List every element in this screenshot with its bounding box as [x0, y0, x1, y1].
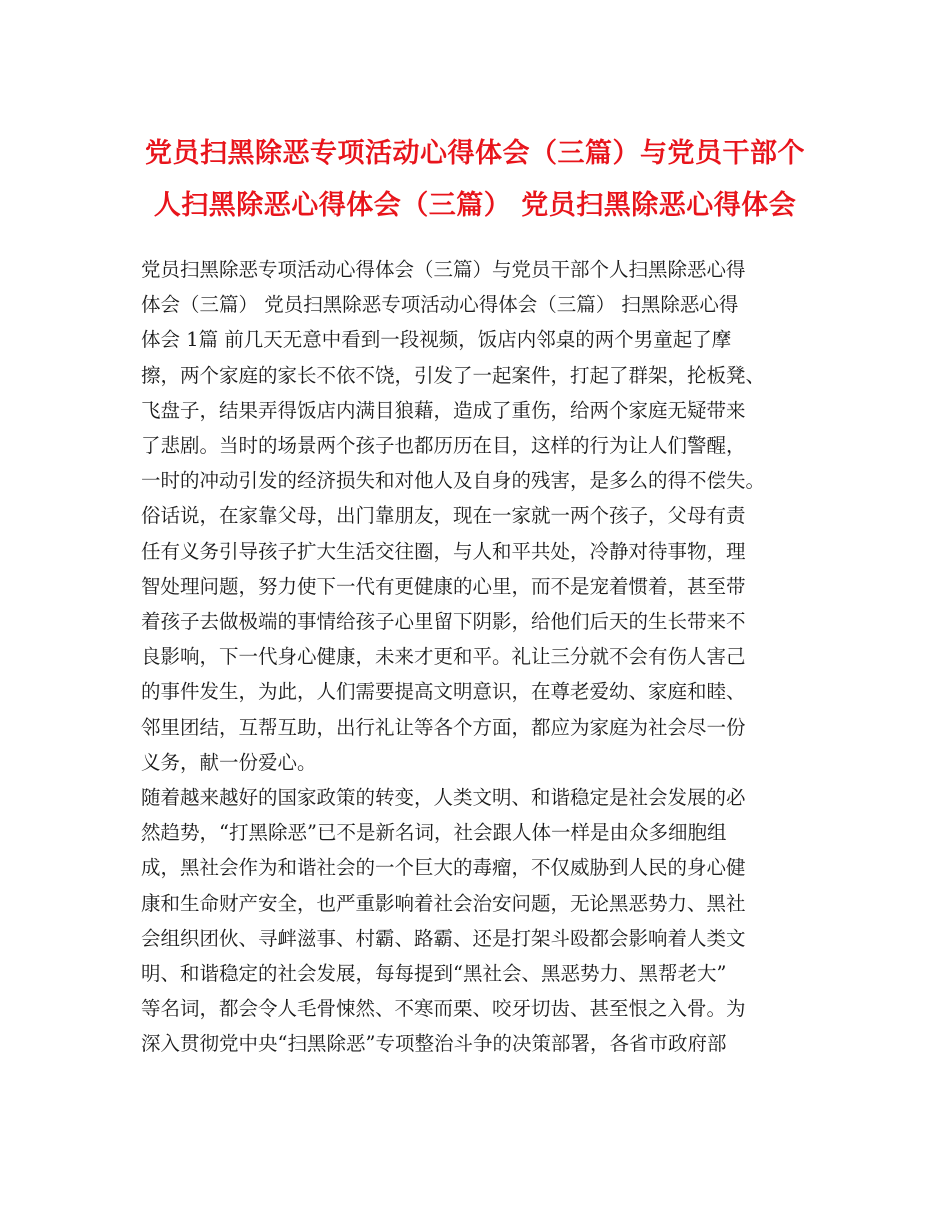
- body-line: 深入贯彻党中央“扫黑除恶”专项整治斗争的决策部署，各省市政府部: [141, 1032, 727, 1056]
- body-line: 义务，献一份爱心。: [141, 750, 317, 774]
- body-line: 康和生命财产安全，也严重影响着社会治安问题，无论黑恶势力、黑社: [141, 891, 746, 915]
- body-line: 随着越来越好的国家政策的转变，人类文明、和谐稳定是社会发展的必: [141, 786, 746, 810]
- body-line: 邻里团结，互帮互助，出行礼让等各个方面，都应为家庭为社会尽一份: [141, 715, 746, 739]
- body-line: 体会（三篇） 党员扫黑除恶专项活动心得体会（三篇） 扫黑除恶心得: [141, 293, 739, 317]
- body-line: 俗话说，在家靠父母，出门靠朋友，现在一家就一两个孩子，父母有责: [141, 504, 746, 528]
- body-line: 飞盘子，结果弄得饭店内满目狼藉，造成了重伤，给两个家庭无疑带来: [141, 398, 746, 422]
- body-line: 党员扫黑除恶专项活动心得体会（三篇）与党员干部个人扫黑除恶心得: [141, 258, 746, 281]
- body-line: 明、和谐稳定的社会发展，每每提到“黑社会、黑恶势力、黑帮老大”: [141, 962, 727, 986]
- body-line: 体会 1篇 前几天无意中看到一段视频，饭店内邻桌的两个男童起了摩: [141, 328, 732, 352]
- body-line: 擦，两个家庭的家长不依不饶，引发了一起案件，打起了群架，抡板凳、: [141, 363, 766, 387]
- body-line: 会组织团伙、寻衅滋事、村霸、路霸、还是打架斗殴都会影响着人类文: [141, 926, 746, 950]
- body-line: 任有义务引导孩子扩大生活交往圈，与人和平共处，冷静对待事物，理: [141, 539, 746, 563]
- body-line: 然趋势，“打黑除恶”已不是新名词，社会跟人体一样是由众多细胞组: [141, 821, 727, 845]
- body-line: 一时的冲动引发的经济损失和对他人及自身的残害，是多么的得不偿失。: [141, 469, 766, 493]
- body-line: 良影响，下一代身心健康，未来才更和平。礼让三分就不会有伤人害己: [141, 645, 746, 669]
- body-line: 着孩子去做极端的事情给孩子心里留下阴影，给他们后天的生长带来不: [141, 610, 746, 634]
- body-line: 智处理问题，努力使下一代有更健康的心里，而不是宠着惯着，甚至带: [141, 574, 746, 598]
- body-line: 了悲剧。当时的场景两个孩子也都历历在目，这样的行为让人们警醒，: [141, 434, 746, 458]
- body-line: 成，黑社会作为和谐社会的一个巨大的毒瘤，不仅威胁到人民的身心健: [141, 856, 746, 880]
- body-line: 等名词，都会令人毛骨悚然、不寒而栗、咬牙切齿、甚至恨之入骨。为: [141, 997, 746, 1021]
- document-body: [141, 252, 831, 1062]
- title-line: 人扫黑除恶心得体会（三篇） 党员扫黑除恶心得体会: [153, 190, 797, 221]
- body-line: 的事件发生，为此，人们需要提高文明意识，在尊老爱幼、家庭和睦、: [141, 680, 746, 704]
- title-line: 党员扫黑除恶专项活动心得体会（三篇）与党员干部个: [145, 138, 805, 169]
- document-title: [120, 128, 830, 232]
